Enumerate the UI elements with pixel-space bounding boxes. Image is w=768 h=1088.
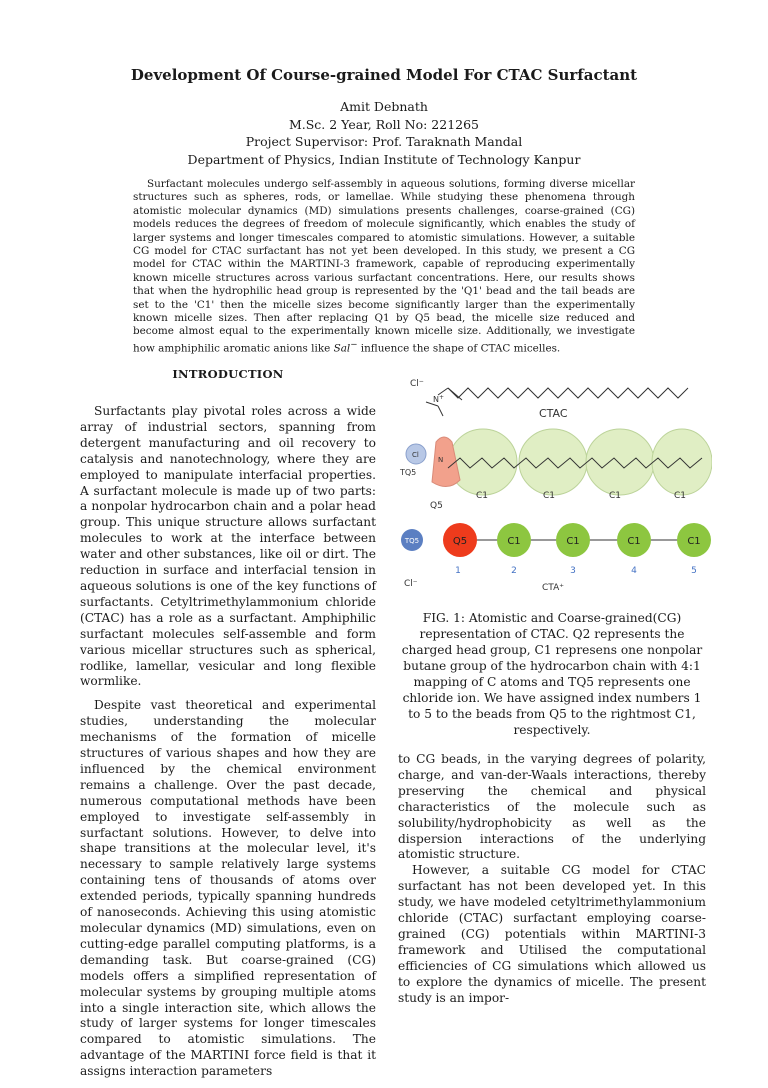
cg-mapping-overlay — [399, 429, 712, 511]
author-program: M.Sc. 2 Year, Roll No: 221265 — [288, 116, 480, 132]
cg-index-label: 2 — [511, 566, 517, 576]
tq5-bead-label: TQ5 — [404, 537, 420, 545]
cl-minus-label: Cl⁻ — [404, 579, 418, 589]
paper-title: Development Of Course-grained Model For CTAC Surfactant — [130, 66, 638, 84]
cta-label: CTA⁺ — [542, 583, 564, 593]
cg-bead-label: C1 — [566, 536, 580, 547]
sal-ion-base: Sal — [333, 342, 351, 355]
c1-label: C1 — [543, 491, 556, 501]
atomistic-n-label: N+ — [433, 394, 445, 404]
q5-label: Q5 — [430, 501, 443, 511]
cg-bead-label: Q5 — [452, 536, 468, 547]
ctac-label: CTAC — [539, 407, 568, 420]
tq5-label: TQ5 — [400, 468, 417, 477]
intro-paragraph-3: to CG beads, in the varying degrees of polarity, charge, and van-der-Waals interactions, thereby preserving the chemical and physical characteristics of the molecule such as solubility/hydrophobicity as well as the dispersion interactions of the underlying atomistic structure. — [398, 752, 706, 862]
sal-ion — [334, 342, 351, 354]
sal-ion-charge: − — [350, 339, 358, 350]
intro-paragraph-1: Surfactants play pivotal roles across a wide array of industrial sectors, spanning from detergent manufacturing and oil recovery to catalysis and nanotechnology, where they are employed to manipulate interfacial properties. A surfactant molecule is made up of two parts: a nonpolar hydrocarbon chain and a polar head group. This unique structure allows surfactant molecules to work at the interface between water and other substances, like oil or dirt. The reduction in surface and interfacial tension in aqueous solutions is one of the key functions of surfactants. Cetyltrimethylammonium chloride (CTAC) has a role as a surfactant. Amphiphilic surfactant molecules self-assemble and form various micellar structures such as spherical, rodlike, lamellar, vesicular and long flexible wormlike. — [80, 404, 376, 689]
atomistic-cl-label: Cl− — [410, 378, 424, 389]
figure-ctac-representation — [396, 370, 712, 600]
overlay-n-label: N — [438, 456, 444, 464]
author-block — [0, 98, 768, 168]
abstract-text — [133, 178, 635, 356]
cg-index-label: 5 — [691, 566, 697, 576]
cg-bead-label: C1 — [507, 536, 521, 547]
c1-label: C1 — [476, 491, 489, 501]
cl-bead-label: Cl — [412, 451, 419, 459]
ctac-diagram — [396, 370, 712, 600]
cg-bead-label: C1 — [627, 536, 641, 547]
tail-bead-overlay — [449, 429, 517, 495]
c1-label: C1 — [674, 491, 687, 501]
cg-index-label: 1 — [455, 566, 461, 576]
intro-paragraph-4: However, a suitable CG model for CTAC surfactant has not been developed yet. In this study, we have modeled cetyltrimethylammonium chloride (CTAC) surfactant employing coarse-grained (CG) potentials within MARTINI-3 framework and Utilised the computational efficiencies of CG simulations which allowed us to explore the dynamics of micelle. The present study is an impor- — [398, 863, 706, 1005]
abstract-text-main: Surfactant molecules undergo self-assembly in aqueous solutions, forming diverse micellar structures such as spheres, rods, or lamellae. While studying these phenomena through atomistic molecular dynamics (MD) simulations presents challenges, coarse-grained (CG) models reduces the degrees of freedom of molecule significantly, which enables the study of larger systems and longer timescales compared to atomistic simulations. However, a suitable CG model for CTAC surfactant has not yet been developed. In this study, we present a CG model for CTAC within the MARTINI-3 framework, capable of reproducing experimentally known micelle structures across various surfactant concentrations. Here, our results shows that when the hydrophilic head group is represented by the 'Q1' bead and the tail beads are set to the 'C1' then the micelle sizes become significantly larger than the experimentally known micelle sizes. Then after replacing Q1 by Q5 bead, the micelle size reduced and become almost equal to the experimentally known micelle size. Additionally, we investigate how amphiphilic aromatic anions like — [133, 178, 635, 355]
abstract-text-end: influence the shape of CTAC micelles. — [357, 342, 561, 355]
author-name: Amit Debnath — [340, 99, 428, 114]
cg-index-label: 4 — [631, 566, 637, 576]
c1-label: C1 — [609, 491, 622, 501]
section-heading-introduction: INTRODUCTION — [172, 367, 284, 381]
project-supervisor: Project Supervisor: Prof. Taraknath Mandal — [245, 134, 523, 149]
intro-paragraph-2: Despite vast theoretical and experimental studies, understanding the molecular mechanisms of the formation of micelle structures of various shapes and how they are influenced by the chemical environment remains a challenge. Over the past decade, numerous computational methods have been employed to investigate self-assembly in surfactant solutions. However, to delve into shape transitions at the molecular level, it's necessary to sample relatively large systems containing tens of thousands of atoms over extended periods, typically spanning hundreds of nanoseconds. Achieving this using atomistic molecular dynamics (MD) simulations, even on cutting-edge parallel computing platforms, is a demanding task. But coarse-grained (CG) models offers a simplified representation of molecular systems by grouping multiple atoms into a single interaction site, which allows the study of larger systems for longer timescales compared to atomistic simulations. The advantage of the MARTINI force field is that it assigns interaction parameters — [80, 698, 376, 1079]
right-column — [398, 752, 706, 1015]
tail-bead-overlay — [519, 429, 587, 495]
cg-model — [401, 523, 711, 593]
figure-caption: FIG. 1: Atomistic and Coarse-grained(CG) representation of CTAC. Q2 represents the charged head group, C1 represens one nonpolar butane group of the hydrocarbon chain with 4:1 mapping of C atoms and TQ5 represents one chloride ion. We have assigned index numbers 1 to 5 to the beads from Q5 to the rightmost C1, respectively. — [401, 611, 703, 737]
abstract — [133, 178, 635, 356]
tail-bead-overlay — [652, 429, 712, 495]
cg-bead-label: C1 — [687, 536, 701, 547]
cg-index-label: 3 — [570, 566, 576, 576]
author-department: Department of Physics, Indian Institute of Technology Kanpur — [187, 151, 581, 167]
left-column — [80, 404, 376, 1088]
